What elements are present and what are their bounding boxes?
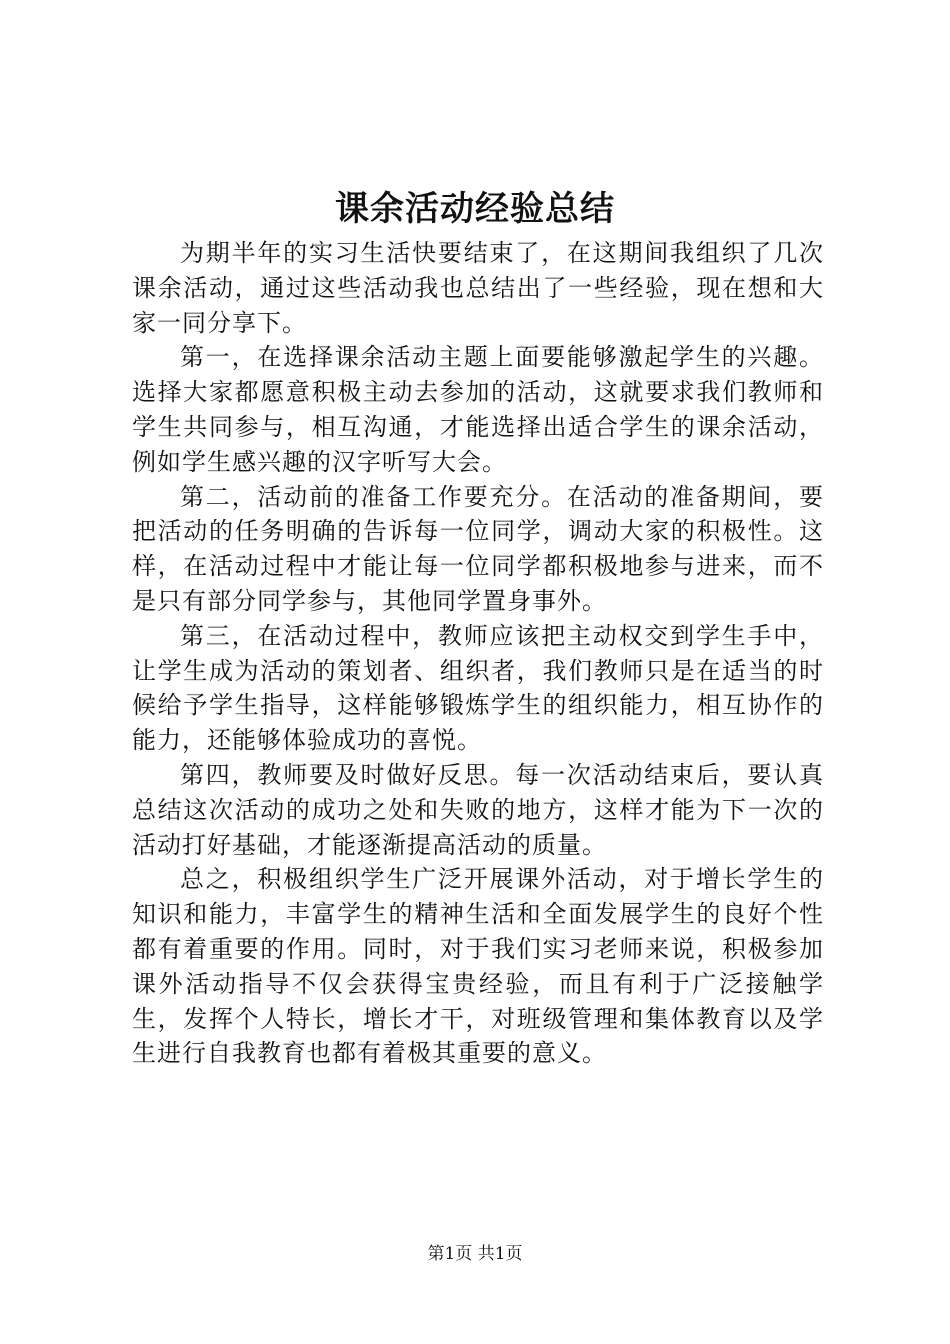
page-footer [0,1242,950,1266]
paragraph-intro: 为期半年的实习生活快要结束了，在这期间我组织了几次课余活动，通过这些活动我也总结出了一些经验，现在想和大家一同分享下。 [132,239,824,337]
page-total: 共1页 [477,1244,523,1264]
document-title: 课余活动经验总结 [335,189,615,229]
paragraph-conclusion: 总之，积极组织学生广泛开展课外活动，对于增长学生的知识和能力，丰富学生的精神生活和全面发展学生的良好个性都有着重要的作用。同时，对于我们实习老师来说，积极参加课外活动指导不仅会获得宝贵经验，而且有利于广泛接触学生，发挥个人特长，增长才干，对班级管理和集体教育以及学生进行自我教育也都有着极其重要的意义。 [132,865,824,1068]
paragraph-third-point: 第三，在活动过程中，教师应该把主动权交到学生手中，让学生成为活动的策划者、组织者，我们教师只是在适当的时候给予学生指导，这样能够锻炼学生的组织能力，相互协作的能力，还能够体验成功的喜悦。 [132,621,824,755]
paragraph-fourth-point: 第四，教师要及时做好反思。每一次活动结束后，要认真总结这次活动的成功之处和失败的地方，这样才能为下一次的活动打好基础，才能逐渐提高活动的质量。 [132,760,824,859]
paragraph-second-point: 第二，活动前的准备工作要充分。在活动的准备期间，要把活动的任务明确的告诉每一位同学，调动大家的积极性。这样，在活动过程中才能让每一位同学都积极地参与进来，而不是只有部分同学参与，其他同学置身事外。 [132,482,824,615]
paragraph-first-point: 第一，在选择课余活动主题上面要能够激起学生的兴趣。选择大家都愿意积极主动去参加的活动，这就要求我们教师和学生共同参与，相互沟通，才能选择出适合学生的课余活动，例如学生感兴趣的汉字听写大会。 [132,343,824,476]
page-number: 第1页 [427,1244,473,1264]
document-body [132,236,824,1071]
